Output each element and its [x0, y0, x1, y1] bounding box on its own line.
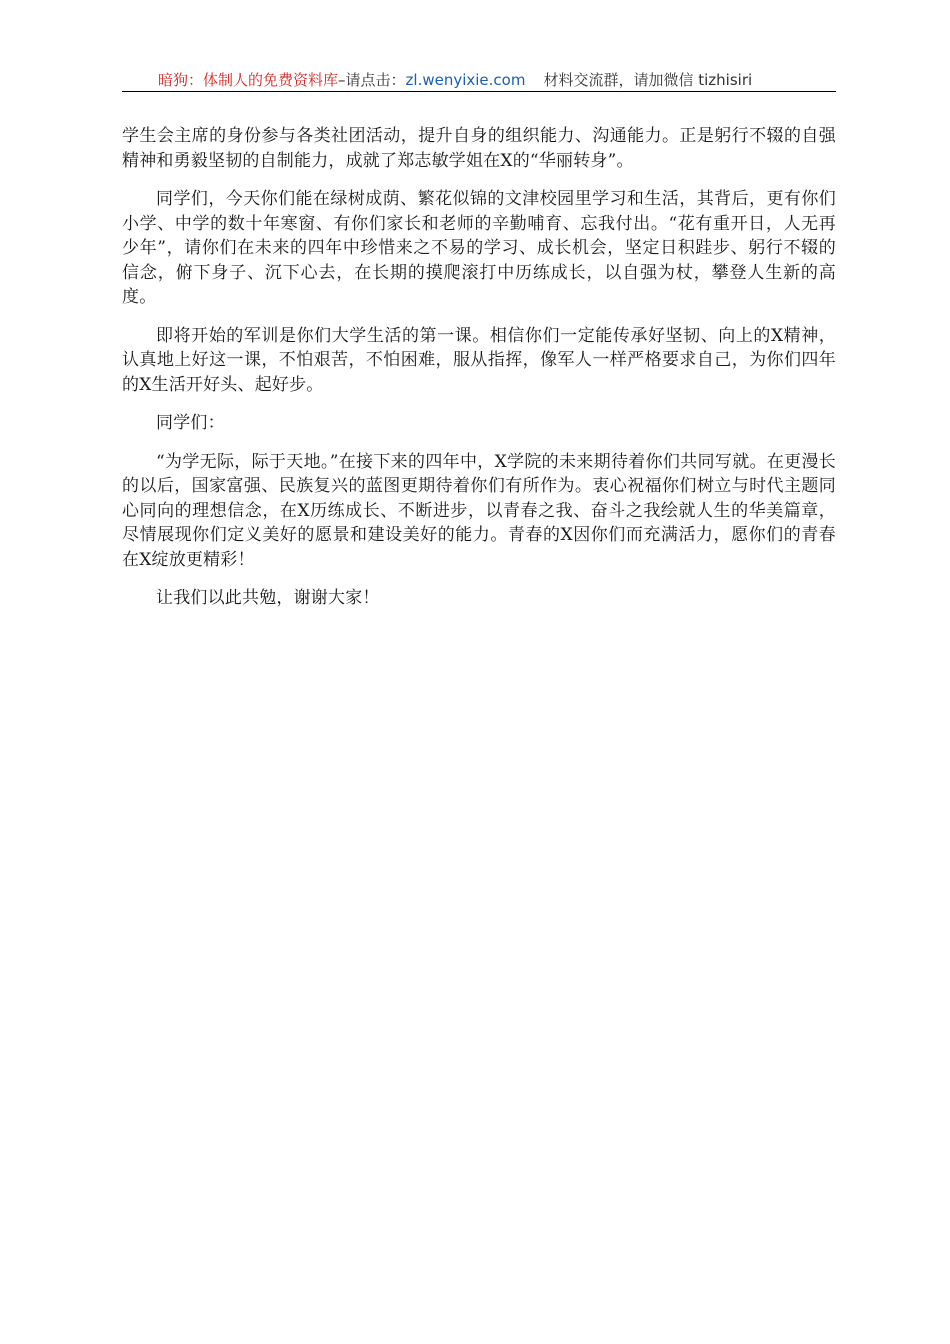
paragraph: 同学们，今天你们能在绿树成荫、繁花似锦的文津校园里学习和生活，其背后，更有你们小学、中学的数十年寒窗、有你们家长和老师的辛勤哺育、忘我付出。“花有重开日，人无再少年”，请你们在未来的四年中珍惜来之不易的学习、成长机会，坚定日积跬步、躬行不辍的信念，俯下身子、沉下心去，在长期的摸爬滚打中历练成长，以自强为杖，攀登人生新的高度。: [122, 189, 836, 307]
paragraph: “为学无际，际于天地。”在接下来的四年中，X学院的未来期待着你们共同写就。在更漫长的以后，国家富强、民族复兴的蓝图更期待着你们有所作为。衷心祝福你们树立与时代主题同心同向的理想信念，在X历练成长、不断进步，以青春之我、奋斗之我绘就人生的华美篇章，尽情展现你们定义美好的愿景和建设美好的能力。青春的X因你们而充满活力，愿你们的青春在X绽放更精彩！: [122, 451, 836, 570]
paragraph: 即将开始的军训是你们大学生活的第一课。相信你们一定能传承好坚韧、向上的X精神，认真地上好这一课，不怕艰苦，不怕困难，服从指挥，像军人一样严格要求自己，为你们四年的X生活开好头、起好步。: [122, 325, 836, 395]
document-body: [122, 124, 836, 625]
header-brand: 暗狗：体制人的免费资料库: [158, 71, 339, 89]
page-header: [122, 70, 836, 92]
paragraph-salutation: 同学们：: [156, 413, 225, 433]
paragraph-continued: 学生会主席的身份参与各类社团活动，提升自身的组织能力、沟通能力。正是躬行不辍的自强精神和勇毅坚韧的自制能力，成就了郑志敏学姐在X的“华丽转身”。: [122, 126, 836, 171]
header-link[interactable]: zl.wenyixie.com: [405, 71, 526, 89]
paragraph-closing: 让我们以此共勉，谢谢大家！: [156, 588, 380, 608]
header-wechat: 材料交流群，请加微信 tizhisiri: [543, 71, 753, 89]
header-click-text: –请点击：: [338, 71, 406, 89]
